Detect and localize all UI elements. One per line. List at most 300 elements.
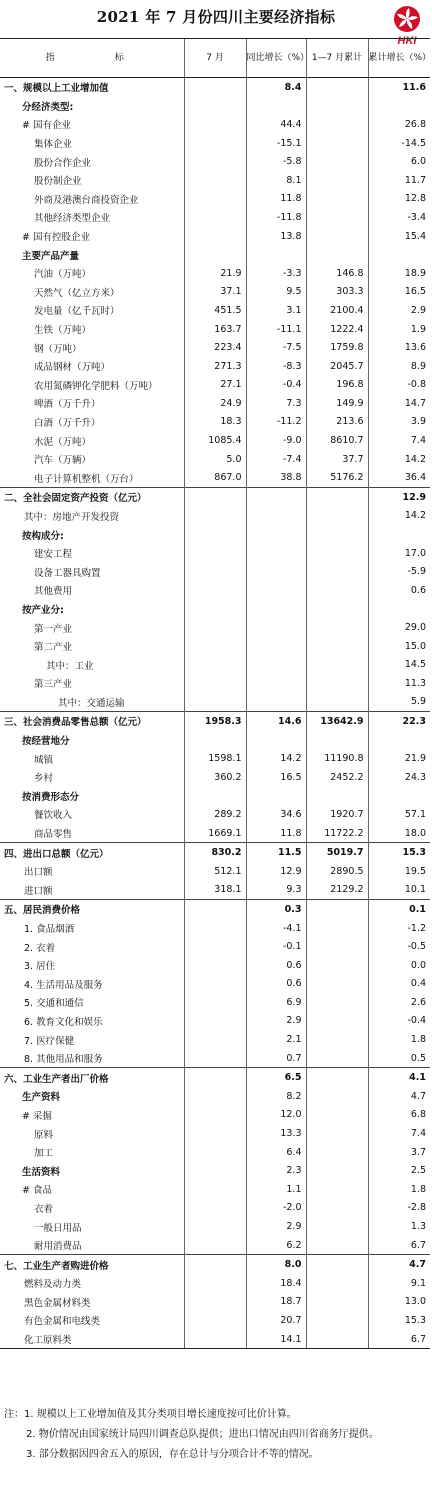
indicator-cell: 按经营地分: [22, 736, 70, 748]
header-indicator: 指 标: [0, 39, 184, 78]
cumulative-growth: -14.5: [368, 134, 430, 153]
cumulative-growth: 13.0: [368, 1293, 430, 1312]
cumulative-value: [306, 1330, 368, 1349]
month-value: [184, 115, 246, 134]
month-value: [184, 1106, 246, 1125]
cumulative-growth: -0.4: [368, 1012, 430, 1031]
month-value: 289.2: [184, 805, 246, 824]
cumulative-value: [306, 1311, 368, 1330]
month-value: 27.1: [184, 376, 246, 395]
indicator-cell: 3. 居住: [24, 961, 56, 973]
table-row: [0, 937, 430, 956]
cumulative-growth: [368, 525, 430, 544]
cumulative-growth: 14.5: [368, 655, 430, 674]
cumulative-growth: 14.2: [368, 450, 430, 469]
yoy-growth: [246, 693, 306, 712]
month-value: [184, 190, 246, 209]
cumulative-value: [306, 1236, 368, 1255]
yoy-growth: 14.1: [246, 1330, 306, 1349]
cumulative-growth: 9.1: [368, 1274, 430, 1293]
indicator-cell: 进口额: [24, 885, 53, 897]
cumulative-value: [306, 618, 368, 637]
table-row: [0, 1049, 430, 1068]
cumulative-growth: [368, 787, 430, 806]
cumulative-value: [306, 731, 368, 750]
month-value: [184, 1030, 246, 1049]
month-value: [184, 525, 246, 544]
table-row: [0, 320, 430, 339]
cumulative-growth: 15.3: [368, 843, 430, 862]
yoy-growth: 18.4: [246, 1274, 306, 1293]
table-row: [0, 693, 430, 712]
yoy-growth: [246, 655, 306, 674]
cumulative-value: [306, 488, 368, 507]
cumulative-value: [306, 1161, 368, 1180]
table-row: [0, 1274, 430, 1293]
table-row: [0, 975, 430, 994]
cumulative-value: 303.3: [306, 283, 368, 302]
cumulative-growth: 0.6: [368, 581, 430, 600]
yoy-growth: 38.8: [246, 468, 306, 487]
cumulative-value: [306, 655, 368, 674]
indicator-cell: 按消费形态分: [22, 791, 80, 803]
section-row: [0, 488, 430, 507]
indicator-cell: 其中：房地产开发投资: [24, 511, 120, 523]
indicator-cell: 股份合作企业: [34, 157, 92, 169]
cumulative-value: [306, 190, 368, 209]
month-value: [184, 1199, 246, 1218]
month-value: [184, 134, 246, 153]
section-row: [0, 712, 430, 731]
logo-text: HKI: [397, 35, 417, 47]
cumulative-value: [306, 1143, 368, 1162]
table-row: [0, 115, 430, 134]
header-cum-growth: 累计增长（%）: [368, 39, 430, 78]
month-value: [184, 1330, 246, 1349]
cumulative-value: [306, 115, 368, 134]
yoy-growth: 12.0: [246, 1106, 306, 1125]
indicator-cell: 生铁（万吨）: [34, 325, 92, 337]
month-value: [184, 227, 246, 246]
yoy-growth: -7.5: [246, 338, 306, 357]
indicator-cell: 按产业分:: [22, 604, 64, 616]
indicator-cell: 6. 教育文化和娱乐: [24, 1016, 103, 1028]
table-row: [0, 1106, 430, 1125]
month-value: [184, 544, 246, 563]
cumulative-growth: 22.3: [368, 712, 430, 731]
month-value: [184, 1255, 246, 1274]
month-value: [184, 97, 246, 116]
table-row: [0, 1330, 430, 1349]
cumulative-value: 146.8: [306, 264, 368, 283]
yoy-growth: [246, 525, 306, 544]
yoy-growth: 34.6: [246, 805, 306, 824]
cumulative-value: [306, 171, 368, 190]
indicator-cell: 外商及港澳台商投资企业: [34, 194, 139, 206]
indicator-cell: 黑色金属材料类: [24, 1297, 91, 1309]
indicator-cell: 一、规模以上工业增加值: [0, 78, 184, 97]
cumulative-value: 1759.8: [306, 338, 368, 357]
indicator-cell: 发电量（亿千瓦时）: [34, 306, 120, 318]
indicator-cell: 耐用消费品: [34, 1241, 82, 1253]
yoy-growth: -11.2: [246, 413, 306, 432]
indicator-cell: 第三产业: [34, 679, 73, 691]
indicator-cell: 其他费用: [34, 586, 73, 598]
cumulative-value: 2890.5: [306, 862, 368, 881]
yoy-growth: [246, 731, 306, 750]
cumulative-value: 2045.7: [306, 357, 368, 376]
cumulative-growth: 4.1: [368, 1068, 430, 1087]
table-row: [0, 1012, 430, 1031]
month-value: [184, 1124, 246, 1143]
table-row: [0, 544, 430, 563]
indicator-cell: 五、居民消费价格: [0, 900, 184, 919]
cumulative-value: [306, 1199, 368, 1218]
cumulative-growth: 11.3: [368, 674, 430, 693]
yoy-growth: 1.1: [246, 1180, 306, 1199]
table-row: [0, 768, 430, 787]
subheading-row: [0, 1087, 430, 1106]
yoy-growth: [246, 618, 306, 637]
table-body: [0, 78, 430, 1349]
cumulative-value: 149.9: [306, 394, 368, 413]
cumulative-value: 196.8: [306, 376, 368, 395]
indicator-cell: 2. 衣着: [24, 942, 56, 954]
cumulative-growth: 7.4: [368, 1124, 430, 1143]
footnote: 注：1. 规模以上工业增加值及其分类项目增长速度按可比价计算。: [4, 1409, 297, 1420]
month-value: 1669.1: [184, 824, 246, 843]
yoy-growth: 7.3: [246, 394, 306, 413]
yoy-growth: [246, 787, 306, 806]
month-value: 21.9: [184, 264, 246, 283]
month-value: [184, 1180, 246, 1199]
yoy-growth: 13.8: [246, 227, 306, 246]
month-value: 451.5: [184, 301, 246, 320]
cumulative-value: [306, 975, 368, 994]
cumulative-growth: 15.0: [368, 637, 430, 656]
table-row: [0, 134, 430, 153]
table-row: [0, 468, 430, 487]
table-row: [0, 1180, 430, 1199]
indicator-cell: 生产资料: [22, 1092, 61, 1104]
cumulative-value: 8610.7: [306, 431, 368, 450]
indicator-cell: # 国有控股企业: [22, 232, 90, 244]
table-row: [0, 190, 430, 209]
month-value: 1598.1: [184, 749, 246, 768]
month-value: [184, 618, 246, 637]
table-row: [0, 338, 430, 357]
indicator-cell: 1. 食品烟酒: [24, 924, 75, 936]
yoy-growth: -3.3: [246, 264, 306, 283]
yoy-growth: 11.8: [246, 190, 306, 209]
cumulative-growth: 12.8: [368, 190, 430, 209]
table-row: [0, 171, 430, 190]
yoy-growth: 2.3: [246, 1161, 306, 1180]
month-value: 163.7: [184, 320, 246, 339]
cumulative-value: [306, 78, 368, 97]
cumulative-growth: 4.7: [368, 1087, 430, 1106]
cumulative-value: [306, 1255, 368, 1274]
table-row: [0, 507, 430, 526]
month-value: [184, 1236, 246, 1255]
indicator-cell: 成品钢材（万吨）: [34, 362, 111, 374]
cumulative-growth: 0.1: [368, 900, 430, 919]
table-row: [0, 581, 430, 600]
table-row: [0, 1236, 430, 1255]
cumulative-value: 5176.2: [306, 468, 368, 487]
section-row: [0, 843, 430, 862]
yoy-growth: 8.1: [246, 171, 306, 190]
indicator-cell: 集体企业: [34, 139, 73, 151]
subheading-row: [0, 245, 430, 264]
yoy-growth: [246, 674, 306, 693]
cumulative-growth: 10.1: [368, 881, 430, 900]
subheading-row: [0, 97, 430, 116]
indicator-cell: 三、社会消费品零售总额（亿元）: [0, 712, 184, 731]
yoy-growth: [246, 562, 306, 581]
cumulative-value: 2452.2: [306, 768, 368, 787]
cumulative-growth: -5.9: [368, 562, 430, 581]
yoy-growth: 11.5: [246, 843, 306, 862]
cumulative-value: [306, 544, 368, 563]
cumulative-value: [306, 562, 368, 581]
indicator-cell: 建安工程: [34, 549, 73, 561]
cumulative-value: [306, 937, 368, 956]
month-value: 318.1: [184, 881, 246, 900]
cumulative-value: 2100.4: [306, 301, 368, 320]
table-row: [0, 227, 430, 246]
cumulative-growth: 19.5: [368, 862, 430, 881]
indicator-cell: 七、工业生产者购进价格: [0, 1255, 184, 1274]
month-value: [184, 1311, 246, 1330]
month-value: [184, 674, 246, 693]
cumulative-value: 13642.9: [306, 712, 368, 731]
yoy-growth: [246, 97, 306, 116]
month-value: 512.1: [184, 862, 246, 881]
table-row: [0, 376, 430, 395]
cumulative-value: [306, 1217, 368, 1236]
yoy-growth: -0.1: [246, 937, 306, 956]
page-title: 2021 年 7 月份四川主要经济指标: [96, 8, 336, 26]
indicator-cell: # 食品: [22, 1185, 52, 1197]
yoy-growth: [246, 637, 306, 656]
footnotes: [4, 1405, 428, 1465]
footnote: 3. 部分数据因四舍五入的原因，存在总计与分项合计不等的情况。: [26, 1449, 319, 1460]
indicator-cell: 其中：交通运输: [58, 697, 125, 709]
month-value: [184, 975, 246, 994]
cumulative-growth: -2.8: [368, 1199, 430, 1218]
indicator-cell: 按构成分:: [22, 530, 64, 542]
month-value: [184, 900, 246, 919]
table-row: [0, 394, 430, 413]
yoy-growth: 11.8: [246, 824, 306, 843]
yoy-growth: 6.4: [246, 1143, 306, 1162]
cumulative-growth: 2.6: [368, 993, 430, 1012]
indicator-cell: 化工原料类: [0, 1330, 184, 1349]
subheading-row: [0, 787, 430, 806]
table-row: [0, 357, 430, 376]
cumulative-growth: 17.0: [368, 544, 430, 563]
cumulative-value: [306, 787, 368, 806]
table-row: [0, 862, 430, 881]
cumulative-growth: 11.6: [368, 78, 430, 97]
yoy-growth: 20.7: [246, 1311, 306, 1330]
indicator-cell: 8. 其他用品和服务: [24, 1054, 103, 1066]
table-row: [0, 1293, 430, 1312]
indicator-cell: 汽油（万吨）: [34, 269, 92, 281]
cumulative-value: [306, 1087, 368, 1106]
cumulative-growth: 2.5: [368, 1161, 430, 1180]
indicator-cell: 汽车（万辆）: [34, 455, 92, 467]
table-row: [0, 956, 430, 975]
cumulative-value: [306, 1106, 368, 1125]
indicator-cell: 农用氮磷钾化学肥料（万吨）: [34, 380, 158, 392]
indicator-cell: 城镇: [34, 754, 54, 766]
month-value: [184, 937, 246, 956]
cumulative-growth: 0.4: [368, 975, 430, 994]
table-row: [0, 805, 430, 824]
cumulative-growth: [368, 731, 430, 750]
indicator-cell: 其中：工业: [46, 660, 94, 672]
cumulative-value: 11722.2: [306, 824, 368, 843]
yoy-growth: 9.3: [246, 881, 306, 900]
cumulative-value: [306, 507, 368, 526]
month-value: 830.2: [184, 843, 246, 862]
yoy-growth: 2.9: [246, 1217, 306, 1236]
cumulative-growth: 6.8: [368, 1106, 430, 1125]
cumulative-growth: 14.7: [368, 394, 430, 413]
cumulative-value: [306, 525, 368, 544]
table-row: [0, 301, 430, 320]
footnote: 2. 物价情况由国家统计局四川调查总队提供；进出口情况由四川省商务厅提供。: [26, 1429, 379, 1440]
indicator-cell: 六、工业生产者出厂价格: [0, 1068, 184, 1087]
cumulative-value: [306, 1049, 368, 1068]
cumulative-value: [306, 900, 368, 919]
month-value: 271.3: [184, 357, 246, 376]
table-row: [0, 208, 430, 227]
cumulative-value: [306, 245, 368, 264]
table-row: [0, 919, 430, 938]
cumulative-growth: 24.3: [368, 768, 430, 787]
indicator-cell: 钢（万吨）: [34, 343, 82, 355]
cumulative-growth: 14.2: [368, 507, 430, 526]
cumulative-growth: 0.5: [368, 1049, 430, 1068]
cumulative-growth: 29.0: [368, 618, 430, 637]
cumulative-value: [306, 693, 368, 712]
cumulative-growth: [368, 600, 430, 619]
subheading-row: [0, 525, 430, 544]
indicator-cell: 7. 医疗保健: [24, 1035, 75, 1047]
yoy-growth: 8.0: [246, 1255, 306, 1274]
subheading-row: [0, 1161, 430, 1180]
indicator-cell: 设备工器具购置: [34, 567, 101, 579]
month-value: [184, 1087, 246, 1106]
indicator-cell: 衣着: [34, 1203, 54, 1215]
indicator-cell: 4. 生活用品及服务: [24, 979, 103, 991]
table-row: [0, 881, 430, 900]
table-row: [0, 637, 430, 656]
cumulative-growth: 4.7: [368, 1255, 430, 1274]
yoy-growth: [246, 581, 306, 600]
month-value: [184, 919, 246, 938]
cumulative-growth: 5.9: [368, 693, 430, 712]
yoy-growth: -11.8: [246, 208, 306, 227]
month-value: [184, 1293, 246, 1312]
table-row: [0, 450, 430, 469]
indicator-cell: 啤酒（万千升）: [34, 399, 101, 411]
yoy-growth: 12.9: [246, 862, 306, 881]
table-row: [0, 1143, 430, 1162]
indicator-cell: 电子计算机整机（万台）: [34, 473, 139, 485]
subheading-row: [0, 731, 430, 750]
cumulative-value: [306, 1068, 368, 1087]
section-row: [0, 1068, 430, 1087]
month-value: [184, 1274, 246, 1293]
cumulative-growth: 1.8: [368, 1030, 430, 1049]
cumulative-value: [306, 227, 368, 246]
yoy-growth: -8.3: [246, 357, 306, 376]
month-value: [184, 1143, 246, 1162]
section-row: [0, 78, 430, 97]
cumulative-value: [306, 1180, 368, 1199]
cumulative-value: 213.6: [306, 413, 368, 432]
yoy-growth: [246, 488, 306, 507]
table-row: [0, 749, 430, 768]
cumulative-value: [306, 134, 368, 153]
yoy-growth: -4.1: [246, 919, 306, 938]
indicator-cell: 主要产品产量: [22, 250, 80, 262]
cumulative-growth: 18.9: [368, 264, 430, 283]
indicator-cell: 商品零售: [34, 829, 73, 841]
bauhinia-flower-icon: [394, 6, 420, 32]
month-value: 223.4: [184, 338, 246, 357]
yoy-growth: 18.7: [246, 1293, 306, 1312]
table-row: [0, 413, 430, 432]
table-row: [0, 993, 430, 1012]
month-value: [184, 562, 246, 581]
cumulative-growth: 15.4: [368, 227, 430, 246]
cumulative-growth: 7.4: [368, 431, 430, 450]
indicator-cell: 5. 交通和通信: [24, 998, 84, 1010]
month-value: [184, 1161, 246, 1180]
cumulative-value: [306, 600, 368, 619]
table-row: [0, 655, 430, 674]
yoy-growth: 13.3: [246, 1124, 306, 1143]
cumulative-value: [306, 1012, 368, 1031]
cumulative-value: 1920.7: [306, 805, 368, 824]
cumulative-growth: -3.4: [368, 208, 430, 227]
indicator-cell: 生活资料: [22, 1166, 61, 1178]
cumulative-growth: 21.9: [368, 749, 430, 768]
yoy-growth: [246, 507, 306, 526]
yoy-growth: 6.2: [246, 1236, 306, 1255]
indicator-cell: 股份制企业: [34, 176, 82, 188]
yoy-growth: 0.7: [246, 1049, 306, 1068]
table-header-row: [0, 39, 430, 78]
indicator-cell: 二、全社会固定资产投资（亿元）: [0, 488, 184, 507]
yoy-growth: 14.2: [246, 749, 306, 768]
table-row: [0, 1124, 430, 1143]
indicator-cell: 第一产业: [34, 623, 73, 635]
table-row: [0, 152, 430, 171]
month-value: [184, 1068, 246, 1087]
table-row: [0, 674, 430, 693]
yoy-growth: 9.5: [246, 283, 306, 302]
yoy-growth: 8.4: [246, 78, 306, 97]
indicator-cell: 燃料及动力类: [24, 1279, 82, 1291]
yoy-growth: [246, 600, 306, 619]
cumulative-value: 37.7: [306, 450, 368, 469]
